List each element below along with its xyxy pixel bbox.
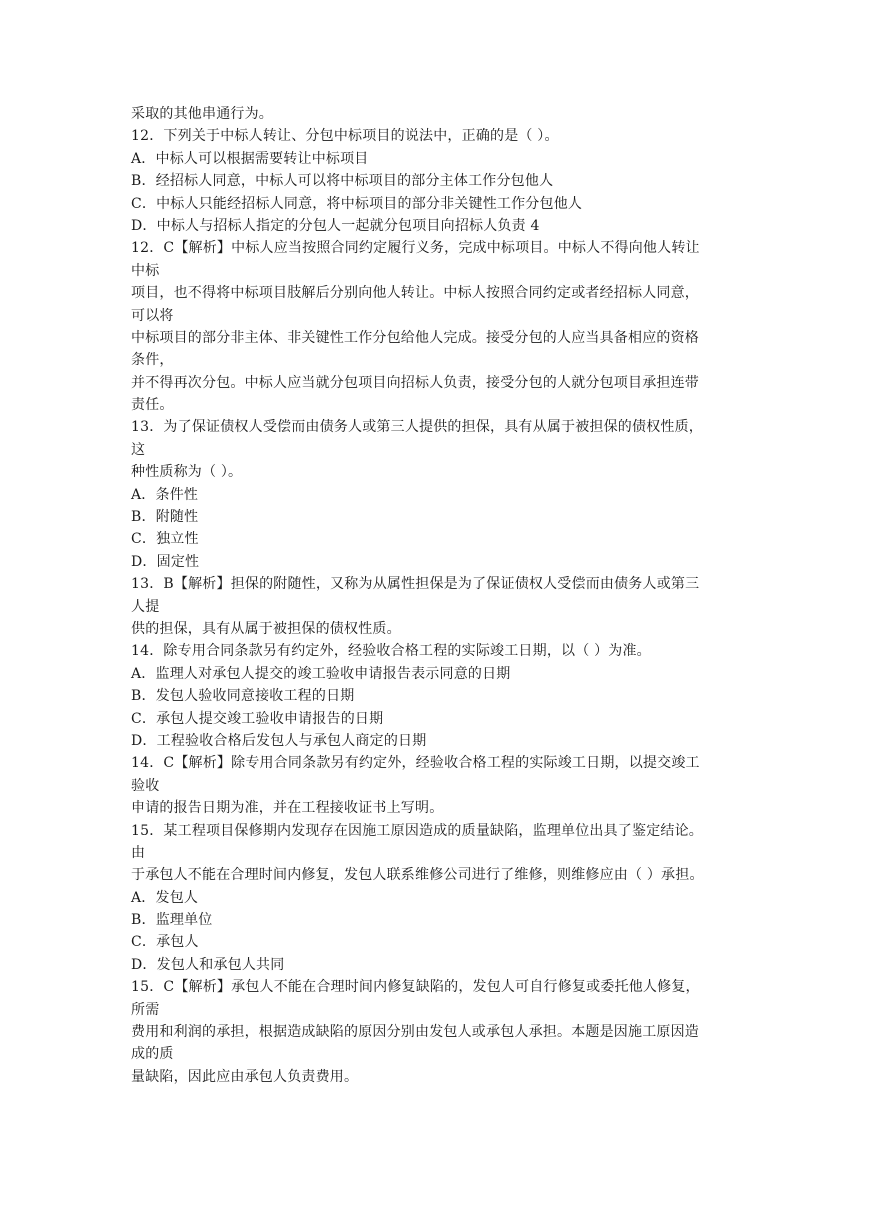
question-14-stem: 14．除专用合同条款另有约定外，经验收合格工程的实际竣工日期，以（ ）为准。	[131, 643, 651, 660]
question-12-stem: 12．下列关于中标人转让、分包中标项目的说法中，正确的是（ ）。	[131, 128, 559, 145]
question-13-stem: 13．为了保证债权人受偿而由债务人或第三人提供的担保，具有从属于被担保的债权性质，	[131, 419, 704, 436]
answer-15-explanation: 费用和利润的承担，根据造成缺陷的原因分别由发包人或承包人承担。本题是因施工原因造	[131, 1024, 699, 1041]
question-12-option-a: A．中标人可以根据需要转让中标项目	[131, 150, 369, 167]
question-15-option-a: A．发包人	[131, 889, 199, 906]
question-15-option-b: B．监理单位	[131, 912, 213, 929]
answer-12-explanation: 条件，	[131, 352, 174, 369]
answer-12-explanation: 中标项目的部分非主体、非关键性工作分包给他人完成。接受分包的人应当具备相应的资格	[131, 329, 699, 346]
question-13-stem: 种性质称为（ ）。	[131, 464, 243, 481]
answer-14-explanation: 验收	[131, 777, 160, 794]
answer-15-explanation: 所需	[131, 1001, 160, 1018]
answer-12-explanation: 12．C【解析】中标人应当按照合同约定履行义务，完成中标项目。中标人不得向他人转让	[131, 240, 700, 257]
answer-12-explanation: 中标	[131, 262, 160, 279]
answer-15-explanation: 量缺陷，因此应由承包人负责费用。	[131, 1068, 359, 1085]
answer-12-explanation: 项目，也不得将中标项目肢解后分别向他人转让。中标人按照合同约定或者经招标人同意，	[131, 285, 699, 302]
question-12-option-c: C．中标人只能经招标人同意，将中标项目的部分非关键性工作分包他人	[131, 195, 583, 212]
question-15-stem: 15．某工程项目保修期内发现存在因施工原因造成的质量缺陷，监理单位出具了鉴定结论。	[131, 822, 704, 839]
question-15-stem: 由	[131, 844, 146, 861]
answer-13-explanation: 供的担保，具有从属于被担保的债权性质。	[131, 620, 401, 637]
document-body	[131, 103, 741, 1088]
question-13-option-b: B．附随性	[131, 509, 199, 526]
question-14-option-c: C．承包人提交竣工验收申请报告的日期	[131, 710, 384, 727]
question-13-stem: 这	[131, 441, 146, 458]
question-12-option-d: D．中标人与招标人指定的分包人一起就分包项目向招标人负责 4	[131, 217, 540, 234]
question-14-option-b: B．发包人验收同意接收工程的日期	[131, 688, 355, 705]
question-12-option-b: B．经招标人同意，中标人可以将中标项目的部分主体工作分包他人	[131, 173, 554, 190]
question-14-option-d: D．工程验收合格后发包人与承包人商定的日期	[131, 732, 427, 749]
answer-13-explanation: 13．B【解析】担保的附随性，又称为从属性担保是为了保证债权人受偿而由债务人或第三	[131, 576, 700, 593]
answer-12-explanation: 并不得再次分包。中标人应当就分包项目向招标人负责，接受分包的人就分包项目承担连带	[131, 374, 699, 391]
question-13-option-d: D．固定性	[131, 553, 200, 570]
question-13-option-c: C．独立性	[131, 531, 199, 548]
answer-14-explanation: 申请的报告日期为准，并在工程接收证书上写明。	[131, 800, 444, 817]
answer-14-explanation: 14．C【解析】除专用合同条款另有约定外，经验收合格工程的实际竣工日期，以提交竣工	[131, 755, 700, 772]
question-14-option-a: A．监理人对承包人提交的竣工验收申请报告表示同意的日期	[131, 665, 511, 682]
answer-12-explanation: 责任。	[131, 397, 174, 414]
question-15-option-d: D．发包人和承包人共同	[131, 956, 285, 973]
answer-12-explanation: 可以将	[131, 307, 174, 324]
answer-15-explanation: 15．C【解析】承包人不能在合理时间内修复缺陷的，发包人可自行修复或委托他人修复，	[131, 979, 700, 996]
answer-13-explanation: 人提	[131, 598, 160, 615]
question-13-option-a: A．条件性	[131, 486, 199, 503]
text-line: 采取的其他串通行为。	[131, 106, 273, 122]
answer-15-explanation: 成的质	[131, 1046, 174, 1063]
question-15-option-c: C．承包人	[131, 934, 199, 951]
question-15-stem: 于承包人不能在合理时间内修复，发包人联系维修公司进行了维修，则维修应由（ ）承担。	[131, 867, 704, 884]
